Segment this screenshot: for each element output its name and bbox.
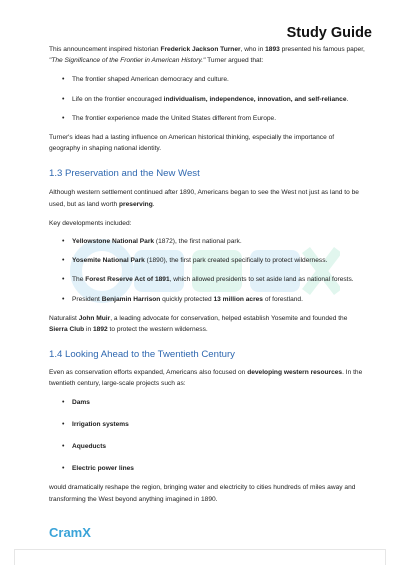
influence-paragraph: Turner's ideas had a lasting influence on American historical thinking, especially the importance of geography in shaping national identity.	[49, 134, 335, 153]
turner-year: 1893	[265, 46, 280, 53]
preservation-paragraph: Although western settlement continued after 1890, Americans began to see the West not just as land to be used, but as land worth preserving.	[49, 189, 359, 208]
list-item: • Irrigation systems	[49, 419, 366, 430]
closing-paragraph: would dramatically reshape the region, bringing water and electricity to cities hundreds of miles away and transforming the West beyond anything imagined in 1890.	[49, 484, 356, 503]
list-item: • Dams	[49, 397, 366, 408]
list-item: • Yosemite National Park (1890), the first park created specifically to protect wilderness.	[49, 255, 366, 266]
list-item: • The frontier shaped American democracy and culture.	[49, 74, 366, 85]
page-border-left	[14, 549, 15, 565]
list-item: • President Benjamin Harrison quickly protected 13 million acres of forestland.	[49, 294, 366, 305]
muir-paragraph: Naturalist John Muir, a leading advocate for conservation, helped establish Yosemite and founded the Sierra Club in 1892 to protect the western wilderness.	[49, 314, 348, 334]
list-item: • Yellowstone National Park (1872), the first national park.	[49, 236, 366, 247]
paper-title: "The Significance of the Frontier in American History."	[49, 57, 206, 65]
page-border-bottom	[14, 549, 386, 550]
turner-points-list	[49, 74, 366, 124]
section-heading-1-4: 1.4 Looking Ahead to the Twentieth Century	[49, 349, 235, 361]
intro-paragraph: This announcement inspired historian Frederick Jackson Turner, who in 1893 presented his famous paper, "The Significance of the Frontier in American History." Turner argued that:	[49, 46, 365, 65]
page-border-right	[385, 549, 386, 565]
developments-intro: Key developments included:	[49, 219, 132, 227]
list-item: • Electric power lines	[49, 463, 366, 474]
list-item: • The frontier experience made the United States different from Europe.	[49, 113, 366, 124]
cramx-logo	[49, 524, 97, 540]
resources-paragraph: Even as conservation efforts expanded, Americans also focused on developing western resources. In the twentieth century, large-scale projects such as:	[49, 369, 363, 388]
document-body	[49, 44, 366, 505]
list-item: • Aqueducts	[49, 441, 366, 452]
list-item: • Life on the frontier encouraged individualism, independence, innovation, and self-reliance.	[49, 94, 366, 105]
list-item: • The Forest Reserve Act of 1891, which allowed presidents to set aside land as national forests.	[49, 274, 366, 285]
turner-name: Frederick Jackson Turner	[160, 46, 241, 53]
section-heading-1-3: 1.3 Preservation and the New West	[49, 168, 200, 180]
developments-list	[49, 236, 366, 305]
page-title: Study Guide	[286, 25, 372, 41]
svg-text:CramX: CramX	[49, 525, 91, 540]
projects-list	[49, 397, 366, 475]
